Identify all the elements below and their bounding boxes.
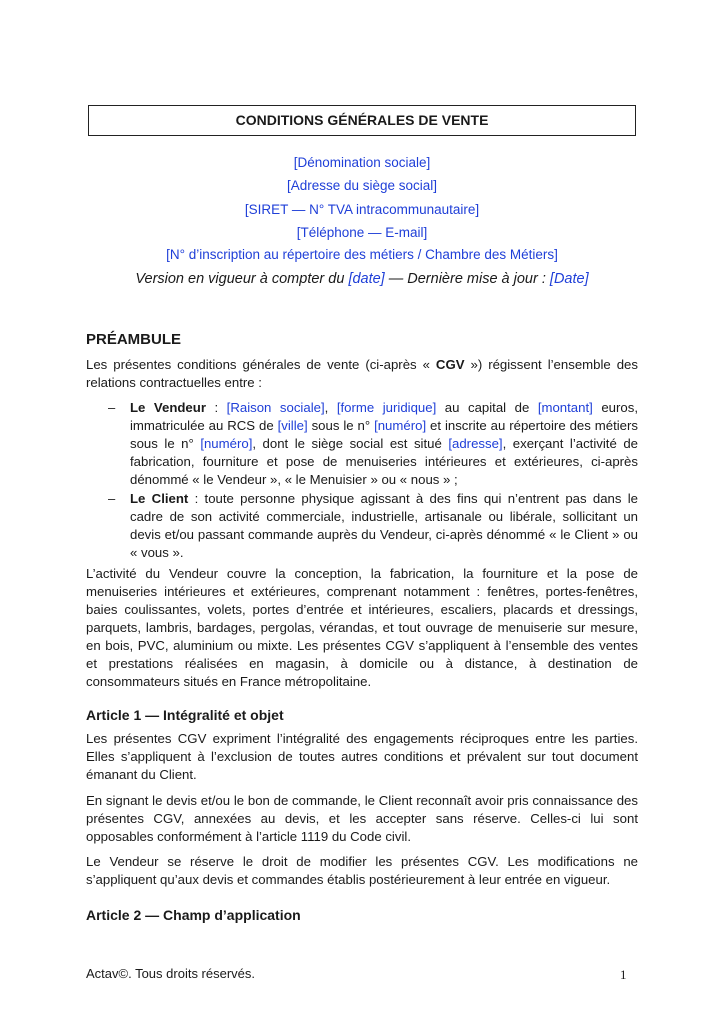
client-definition: Le Client : toute personne physique agissant à des fins qui n’entrent pas dans le cadre de son activité commerciale, industrielle, artisanale ou libérale, sollicitant un devis et/ou passant commande auprès du Vendeur, ci-après dénommé « le Client » ou « vous ». — [130, 491, 639, 560]
registry-placeholder: [N° d’inscription au répertoire des métiers / Chambre des Métiers] — [166, 247, 558, 262]
activite-paragraph: L’activité du Vendeur couvre la conception, la fabrication, la fourniture et la pose de menuiseries intérieures et extérieures, comprenant notamment : fenêtres, portes-fenêtres, baies coulissantes, volets, portes d’entrée et intérieures, escaliers, placards et dressings, parquets, lambris, bardages, pergolas, vérandas, et tout ouvrage de menuiserie sur mesure, en bois, PVC, aluminium ou mixte. Les présentes CGV s’appliquent à l’ensemble des ventes et prestations réalisées en magasin, à domicile ou à distance, à destination de consommateurs situés en France métropolitaine. — [86, 566, 638, 689]
vendeur-definition: Le Vendeur : [Raison sociale], [forme juridique] au capital de [montant] euros, immatriculée au RCS de [ville] sous le n° [numéro] et inscrite au répertoire des métiers sous le n° [numéro], dont le siège social est situé [adresse], exerçant l’activité de fabrication, fourniture et pose de menuiseries intérieures et extérieures, ci-après dénommé « le Vendeur », « le Menuisier » ou « nous » ; — [130, 400, 638, 487]
update-date-placeholder: [Date] — [549, 271, 589, 287]
article1-paragraph-2: En signant le devis et/ou le bon de commande, le Client reconnaît avoir pris connaissance des présentes CGV, annexées au devis, et les accepter sans réserve. Celles-ci lui sont opposables conformément à l’article 1119 du Code civil. — [86, 793, 638, 844]
article1-heading: Article 1 — Intégralité et objet — [86, 707, 284, 723]
version-line: Version en vigueur à compter du [date] — Dernière mise à jour : [Date] — [135, 271, 589, 287]
version-date-placeholder: [date] — [348, 271, 385, 287]
article1-paragraph-3: Le Vendeur se réserve le droit de modifier les présentes CGV. Les modifications ne s’appliquent qu’aux devis et commandes établis postérieurement à leur entrée en vigueur. — [86, 854, 638, 887]
preambule-intro: Les présentes conditions générales de vente (ci-après « CGV ») régissent l’ensemble des relations contractuelles entre : — [86, 357, 638, 390]
article2-heading: Article 2 — Champ d’application — [86, 907, 301, 923]
company-name-placeholder: [Dénomination sociale] — [293, 155, 431, 170]
document-title: CONDITIONS GÉNÉRALES DE VENTE — [88, 105, 636, 136]
page-number: 1 — [620, 967, 627, 982]
article1-paragraph-1: Les présentes CGV expriment l’intégralité des engagements réciproques entre les parties. Elles s’appliquent à l’exclusion de toutes autres conditions et prévalent sur tout document émanant du Client. — [86, 731, 638, 782]
company-address-placeholder: [Adresse du siège social] — [286, 178, 438, 193]
contact-placeholder: [Téléphone — E-mail] — [296, 225, 428, 240]
siret-placeholder: [SIRET — N° TVA intracommunautaire] — [244, 202, 480, 217]
list-dash: – — [108, 400, 116, 415]
list-dash: – — [108, 491, 116, 506]
footer-copyright: Actav©. Tous droits réservés. — [86, 966, 256, 981]
preambule-heading: PRÉAMBULE — [86, 331, 182, 348]
